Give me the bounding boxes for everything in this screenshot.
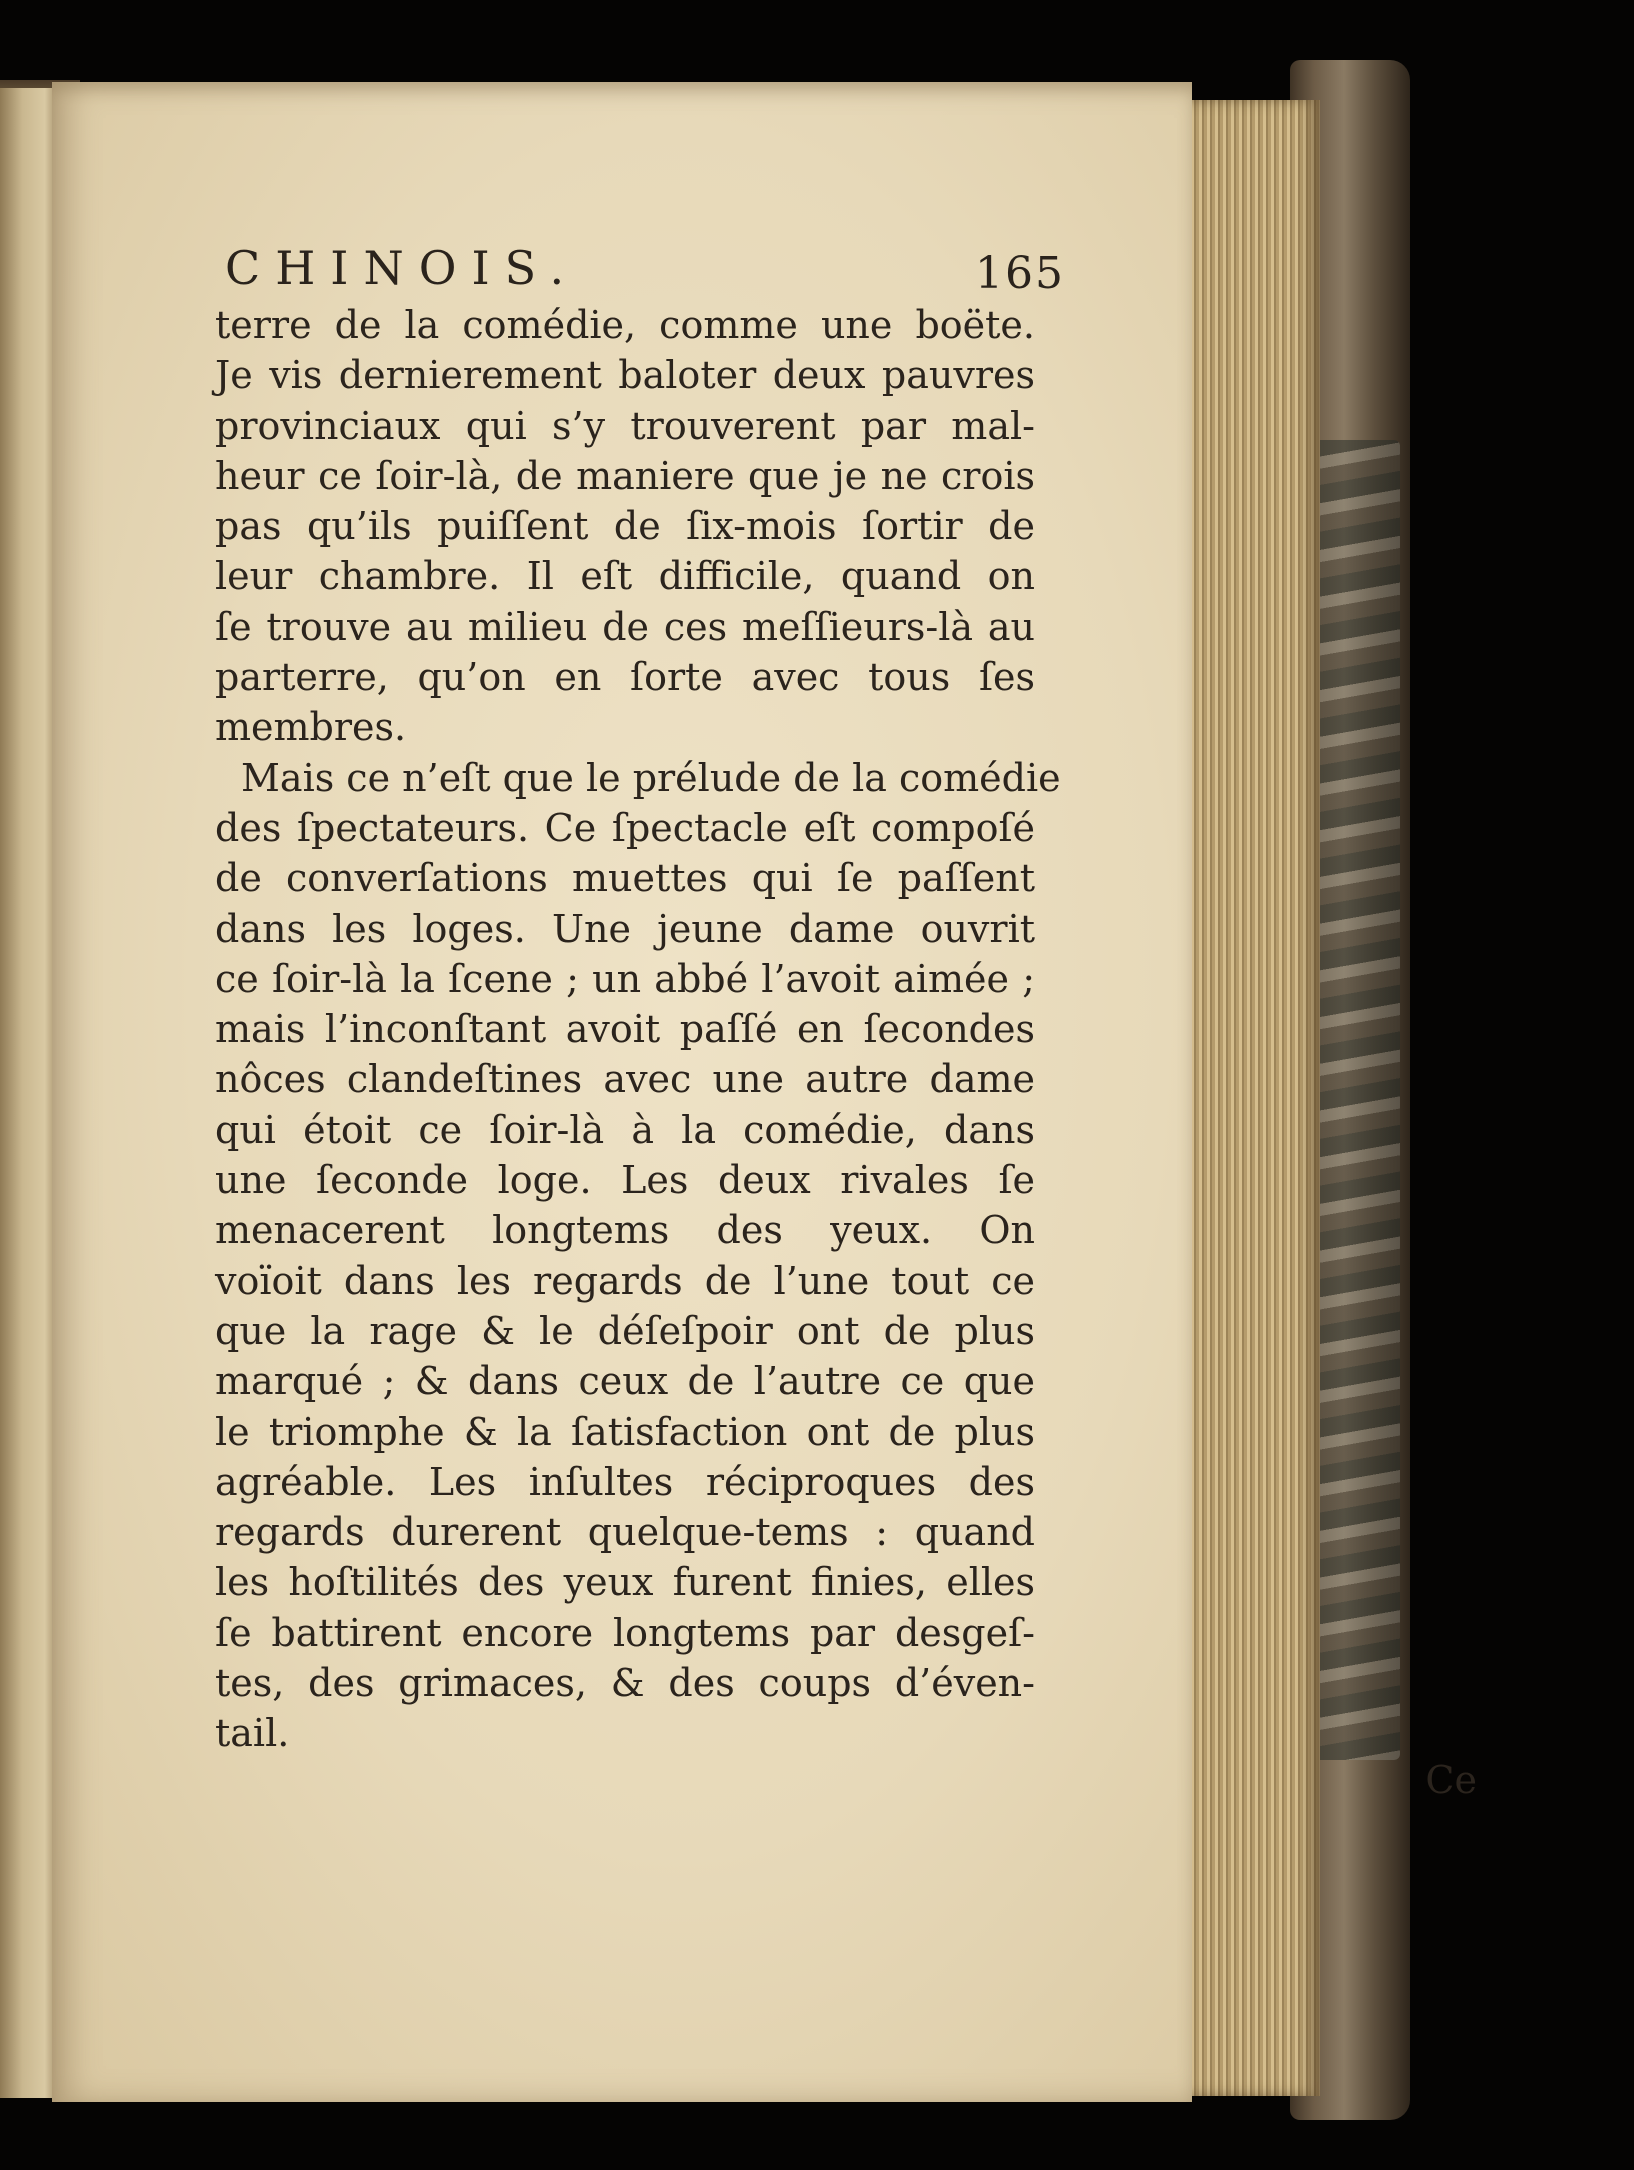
page-number: 165 — [975, 248, 1065, 299]
text-line: ſe battirent encore longtems par desgeſ- — [215, 1610, 1035, 1655]
text-line: nôces clandeſtines avec une autre dame — [215, 1057, 1035, 1102]
text-line: terre de la comédie, comme une boëte. — [215, 303, 1035, 347]
text-line: ſe trouve au milieu de ces meſſieurs-là au — [215, 604, 1035, 649]
text-line: Je vis dernierement baloter deux pauvres — [215, 353, 1035, 398]
text-line: des ſpectateurs. Ce ſpectacle eſt compoſé — [215, 805, 1035, 850]
text-line: les hoſtilités des yeux furent finies, elles — [215, 1560, 1035, 1605]
page-block-edges — [1188, 100, 1320, 2096]
text-line: marqué ; & dans ceux de l’autre ce que — [215, 1359, 1035, 1404]
text-line: pas qu’ils puiſſent de ſix-mois ſortir de — [215, 504, 1035, 549]
body-text — [215, 300, 1061, 1759]
text-line: que la rage & le déſeſpoir ont de plus — [215, 1308, 1035, 1353]
text-line: leur chambre. Il eſt difficile, quand on — [215, 554, 1035, 599]
text-line: voïoit dans les regards de l’une tout ce — [215, 1258, 1035, 1303]
page-header — [225, 238, 1065, 298]
text-line: dans les loges. Une jeune dame ouvrit — [215, 906, 1035, 951]
text-line: parterre, qu’on en ſorte avec tous ſes — [215, 655, 1035, 700]
text-line: de converſations muettes qui ſe paſſent — [215, 856, 1035, 901]
text-line: Mais ce n’eſt que le prélude de la comédie — [241, 755, 1061, 800]
text-line: le triomphe & la ſatisfaction ont de plus — [215, 1409, 1035, 1454]
catchword: Ce — [1425, 1758, 1477, 1802]
text-line: membres. — [215, 705, 407, 750]
text-line: tes, des grimaces, & des coups d’éven- — [215, 1661, 1035, 1706]
text-line: tail. — [215, 1711, 290, 1756]
text-line: menacerent longtems des yeux. On — [215, 1208, 1035, 1253]
running-title: CHINOIS. — [225, 241, 580, 295]
text-line: une ſeconde loge. Les deux rivales ſe — [215, 1158, 1035, 1203]
text-line: mais l’inconſtant avoit paſſé en ſecondes — [215, 1007, 1035, 1052]
text-line: agréable. Les inſultes réciproques des — [215, 1459, 1035, 1504]
text-line: ce ſoir-là la ſcene ; un abbé l’avoit aimée ; — [215, 956, 1035, 1001]
text-line: regards durerent quelque-tems : quand — [215, 1510, 1035, 1555]
text-line: qui étoit ce ſoir-là à la comédie, dans — [215, 1107, 1035, 1152]
text-line: provinciaux qui s’y trouverent par mal- — [215, 403, 1035, 448]
text-line: heur ce ſoir-là, de maniere que je ne crois — [215, 453, 1035, 498]
